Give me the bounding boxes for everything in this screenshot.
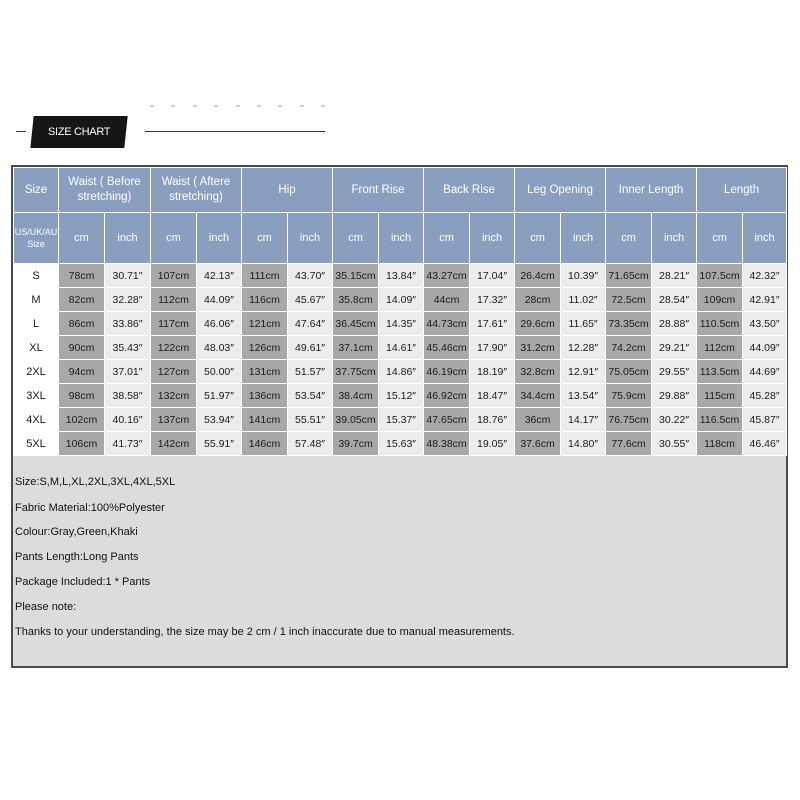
inch-value-cell: 49.61″ — [288, 336, 333, 360]
unit-header-inch: inch — [288, 213, 333, 264]
inch-value-cell: 29.88″ — [652, 384, 697, 408]
inch-value-cell: 41.73″ — [105, 432, 151, 456]
inch-value-cell: 29.55″ — [652, 360, 697, 384]
note-colour: Colour:Gray,Green,Khaki — [15, 526, 138, 538]
unit-header-cm: cm — [424, 213, 470, 264]
size-cell: S — [14, 264, 59, 288]
inch-value-cell: 53.94″ — [197, 408, 242, 432]
column-header-inner-length: Inner Length — [606, 168, 697, 213]
size-chart-frame — [11, 165, 788, 668]
column-header-length: Length — [697, 168, 787, 213]
cm-value-cell: 71.65cm — [606, 264, 652, 288]
cm-value-cell: 107.5cm — [697, 264, 743, 288]
cm-value-cell: 37.1cm — [333, 336, 379, 360]
cm-value-cell: 121cm — [242, 312, 288, 336]
inch-value-cell: 47.64″ — [288, 312, 333, 336]
cm-value-cell: 78cm — [59, 264, 105, 288]
cm-value-cell: 94cm — [59, 360, 105, 384]
cm-value-cell: 76.75cm — [606, 408, 652, 432]
inch-value-cell: 13.54″ — [561, 384, 606, 408]
unit-header-inch: inch — [197, 213, 242, 264]
cm-value-cell: 48.38cm — [424, 432, 470, 456]
cm-value-cell: 141cm — [242, 408, 288, 432]
inch-value-cell: 30.71″ — [105, 264, 151, 288]
cm-value-cell: 112cm — [697, 336, 743, 360]
inch-value-cell: 28.54″ — [652, 288, 697, 312]
unit-header-cm: cm — [151, 213, 197, 264]
cm-value-cell: 75.05cm — [606, 360, 652, 384]
cm-value-cell: 86cm — [59, 312, 105, 336]
inch-value-cell: 44.09″ — [743, 336, 787, 360]
cm-value-cell: 116cm — [242, 288, 288, 312]
cm-value-cell: 36.45cm — [333, 312, 379, 336]
note-package: Package Included:1 * Pants — [15, 576, 151, 588]
cm-value-cell: 112cm — [151, 288, 197, 312]
inch-value-cell: 28.21″ — [652, 264, 697, 288]
note-pants-length: Pants Length:Long Pants — [15, 551, 139, 563]
cm-value-cell: 107cm — [151, 264, 197, 288]
size-cell: 4XL — [14, 408, 59, 432]
unit-header-inch: inch — [561, 213, 606, 264]
inch-value-cell: 14.80″ — [561, 432, 606, 456]
cm-value-cell: 37.6cm — [515, 432, 561, 456]
cm-value-cell: 98cm — [59, 384, 105, 408]
inch-value-cell: 17.04″ — [470, 264, 515, 288]
inch-value-cell: 44.09″ — [197, 288, 242, 312]
inch-value-cell: 18.76″ — [470, 408, 515, 432]
note-fabric: Fabric Material:100%Polyester — [15, 502, 165, 514]
inch-value-cell: 48.03″ — [197, 336, 242, 360]
column-header-waist-after: Waist ( Aftere stretching) — [151, 168, 242, 213]
inch-value-cell: 15.63″ — [379, 432, 424, 456]
unit-header-cm: cm — [242, 213, 288, 264]
cm-value-cell: 146cm — [242, 432, 288, 456]
cm-value-cell: 131cm — [242, 360, 288, 384]
cm-value-cell: 39.7cm — [333, 432, 379, 456]
inch-value-cell: 13.84″ — [379, 264, 424, 288]
inch-value-cell: 57.48″ — [288, 432, 333, 456]
table-row — [14, 264, 787, 288]
cm-value-cell: 44.73cm — [424, 312, 470, 336]
unit-header-inch: inch — [470, 213, 515, 264]
size-chart-banner-label: SIZE CHART — [47, 126, 111, 138]
cm-value-cell: 26.4cm — [515, 264, 561, 288]
inch-value-cell: 55.91″ — [197, 432, 242, 456]
unit-header-inch: inch — [105, 213, 151, 264]
inch-value-cell: 30.55″ — [652, 432, 697, 456]
column-header-back-rise: Back Rise — [424, 168, 515, 213]
cm-value-cell: 117cm — [151, 312, 197, 336]
inch-value-cell: 32.28″ — [105, 288, 151, 312]
inch-value-cell: 11.02″ — [561, 288, 606, 312]
cm-value-cell: 127cm — [151, 360, 197, 384]
cm-value-cell: 36cm — [515, 408, 561, 432]
cm-value-cell: 113.5cm — [697, 360, 743, 384]
inch-value-cell: 18.19″ — [470, 360, 515, 384]
cm-value-cell: 47.65cm — [424, 408, 470, 432]
size-chart-table — [13, 167, 787, 456]
unit-header-size-region: US/UK/AU Size — [14, 213, 59, 264]
cm-value-cell: 118cm — [697, 432, 743, 456]
cm-value-cell: 45.46cm — [424, 336, 470, 360]
table-row — [14, 384, 787, 408]
cm-value-cell: 35.8cm — [333, 288, 379, 312]
inch-value-cell: 29.21″ — [652, 336, 697, 360]
cm-value-cell: 122cm — [151, 336, 197, 360]
inch-value-cell: 42.32″ — [743, 264, 787, 288]
inch-value-cell: 19.05″ — [470, 432, 515, 456]
cm-value-cell: 90cm — [59, 336, 105, 360]
unit-header-cm: cm — [606, 213, 652, 264]
size-cell: M — [14, 288, 59, 312]
size-cell: 3XL — [14, 384, 59, 408]
inch-value-cell: 28.88″ — [652, 312, 697, 336]
cm-value-cell: 74.2cm — [606, 336, 652, 360]
size-chart-body — [14, 264, 787, 456]
inch-value-cell: 11.65″ — [561, 312, 606, 336]
table-row — [14, 360, 787, 384]
size-cell: 2XL — [14, 360, 59, 384]
unit-header-cm: cm — [515, 213, 561, 264]
unit-header-row — [14, 213, 787, 264]
inch-value-cell: 43.50″ — [743, 312, 787, 336]
inch-value-cell: 15.37″ — [379, 408, 424, 432]
cm-value-cell: 126cm — [242, 336, 288, 360]
inch-value-cell: 45.87″ — [743, 408, 787, 432]
cm-value-cell: 34.4cm — [515, 384, 561, 408]
inch-value-cell: 17.61″ — [470, 312, 515, 336]
inch-value-cell: 46.46″ — [743, 432, 787, 456]
inch-value-cell: 10.39″ — [561, 264, 606, 288]
inch-value-cell: 33.86″ — [105, 312, 151, 336]
cm-value-cell: 39.05cm — [333, 408, 379, 432]
header-faint-dots — [150, 105, 325, 111]
inch-value-cell: 43.70″ — [288, 264, 333, 288]
cm-value-cell: 75.9cm — [606, 384, 652, 408]
cm-value-cell: 116.5cm — [697, 408, 743, 432]
column-header-front-rise: Front Rise — [333, 168, 424, 213]
unit-header-inch: inch — [743, 213, 787, 264]
note-please-note: Please note: — [15, 601, 77, 613]
cm-value-cell: 102cm — [59, 408, 105, 432]
unit-header-inch: inch — [652, 213, 697, 264]
cm-value-cell: 136cm — [242, 384, 288, 408]
column-header-leg-opening: Leg Opening — [515, 168, 606, 213]
size-cell: 5XL — [14, 432, 59, 456]
cm-value-cell: 106cm — [59, 432, 105, 456]
cm-value-cell: 31.2cm — [515, 336, 561, 360]
column-header-waist-before: Waist ( Before stretching) — [59, 168, 151, 213]
table-row — [14, 432, 787, 456]
note-sizes: Size:S,M,L,XL,2XL,3XL,4XL,5XL — [15, 476, 176, 488]
table-row — [14, 288, 787, 312]
cm-value-cell: 142cm — [151, 432, 197, 456]
inch-value-cell: 14.86″ — [379, 360, 424, 384]
inch-value-cell: 17.90″ — [470, 336, 515, 360]
cm-value-cell: 110.5cm — [697, 312, 743, 336]
cm-value-cell: 43.27cm — [424, 264, 470, 288]
inch-value-cell: 44.69″ — [743, 360, 787, 384]
cm-value-cell: 82cm — [59, 288, 105, 312]
inch-value-cell: 51.57″ — [288, 360, 333, 384]
cm-value-cell: 32.8cm — [515, 360, 561, 384]
column-header-row — [14, 168, 787, 213]
inch-value-cell: 35.43″ — [105, 336, 151, 360]
inch-value-cell: 14.09″ — [379, 288, 424, 312]
table-row — [14, 336, 787, 360]
cm-value-cell: 111cm — [242, 264, 288, 288]
inch-value-cell: 40.16″ — [105, 408, 151, 432]
inch-value-cell: 45.28″ — [743, 384, 787, 408]
inch-value-cell: 46.06″ — [197, 312, 242, 336]
cm-value-cell: 28cm — [515, 288, 561, 312]
inch-value-cell: 12.28″ — [561, 336, 606, 360]
cm-value-cell: 38.4cm — [333, 384, 379, 408]
size-cell: L — [14, 312, 59, 336]
cm-value-cell: 132cm — [151, 384, 197, 408]
cm-value-cell: 115cm — [697, 384, 743, 408]
inch-value-cell: 38.58″ — [105, 384, 151, 408]
cm-value-cell: 37.75cm — [333, 360, 379, 384]
inch-value-cell: 51.97″ — [197, 384, 242, 408]
inch-value-cell: 37.01″ — [105, 360, 151, 384]
cm-value-cell: 35.15cm — [333, 264, 379, 288]
inch-value-cell: 30.22″ — [652, 408, 697, 432]
size-chart-banner — [30, 116, 127, 148]
inch-value-cell: 12.91″ — [561, 360, 606, 384]
cm-value-cell: 109cm — [697, 288, 743, 312]
header-decoration-line — [145, 131, 325, 132]
inch-value-cell: 14.61″ — [379, 336, 424, 360]
unit-header-cm: cm — [697, 213, 743, 264]
unit-header-cm: cm — [59, 213, 105, 264]
cm-value-cell: 46.19cm — [424, 360, 470, 384]
inch-value-cell: 14.17″ — [561, 408, 606, 432]
header-decoration-dash — [16, 131, 26, 132]
note-accuracy: Thanks to your understanding, the size may be 2 cm / 1 inch inaccurate due to manual measurements. — [15, 626, 515, 638]
column-header-hip: Hip — [242, 168, 333, 213]
inch-value-cell: 45.67″ — [288, 288, 333, 312]
inch-value-cell: 14.35″ — [379, 312, 424, 336]
cm-value-cell: 73.35cm — [606, 312, 652, 336]
size-cell: XL — [14, 336, 59, 360]
cm-value-cell: 77.6cm — [606, 432, 652, 456]
cm-value-cell: 46.92cm — [424, 384, 470, 408]
inch-value-cell: 42.13″ — [197, 264, 242, 288]
inch-value-cell: 53.54″ — [288, 384, 333, 408]
unit-header-cm: cm — [333, 213, 379, 264]
table-row — [14, 408, 787, 432]
cm-value-cell: 72.5cm — [606, 288, 652, 312]
cm-value-cell: 29.6cm — [515, 312, 561, 336]
inch-value-cell: 17.32″ — [470, 288, 515, 312]
cm-value-cell: 44cm — [424, 288, 470, 312]
inch-value-cell: 42.91″ — [743, 288, 787, 312]
unit-header-inch: inch — [379, 213, 424, 264]
table-row — [14, 312, 787, 336]
column-header-size: Size — [14, 168, 59, 213]
cm-value-cell: 137cm — [151, 408, 197, 432]
inch-value-cell: 18.47″ — [470, 384, 515, 408]
inch-value-cell: 50.00″ — [197, 360, 242, 384]
inch-value-cell: 55.51″ — [288, 408, 333, 432]
inch-value-cell: 15.12″ — [379, 384, 424, 408]
